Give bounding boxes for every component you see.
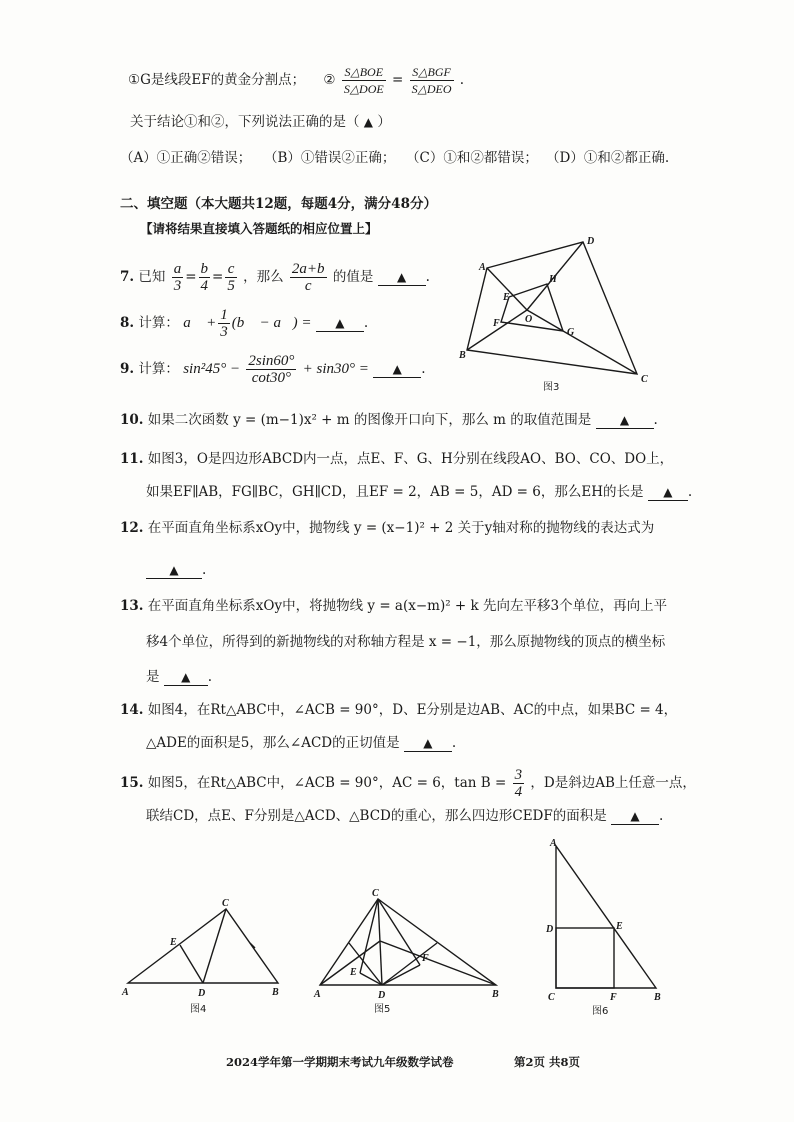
q14-text-1: 如图4，在Rt△ABC中，∠ACB = 90°，D、E分别是边AB、AC的中点，如果BC = 4，: [147, 702, 678, 718]
q8-end: .: [363, 315, 369, 331]
q13-text-1: 在平面直角坐标系xOy中，将抛物线 y = a(x−m)² + k 先向左平移3个单位，再向上平: [147, 598, 668, 614]
q6-question: [130, 112, 391, 132]
fig3-label-g: G: [567, 327, 575, 338]
condition-line: [128, 64, 464, 97]
q8-answer-blank[interactable]: [316, 315, 364, 332]
q7-a: a: [173, 261, 182, 277]
fig4-triangle-abc: [128, 909, 278, 983]
ratio-fraction-2: [410, 64, 454, 97]
answer-triangle-icon: ▲: [663, 485, 673, 499]
ratio-2-numerator: S△BGF: [410, 64, 454, 81]
q13-line-1: [120, 596, 667, 616]
q13-end: .: [207, 669, 213, 685]
fig3-label-o: O: [525, 314, 533, 325]
q8-expr-2: (b⃗ − a⃗) =: [231, 315, 312, 331]
q7-frac-a: [172, 261, 184, 294]
q7-three: 3: [173, 278, 182, 294]
section-title: 二、填空题（本大题共12题，每题4分，满分48分）: [120, 196, 437, 212]
q7-answer-blank[interactable]: [378, 269, 426, 286]
q15-tan-frac: [513, 767, 525, 800]
q7-frac-b: [199, 261, 211, 294]
q13-answer-blank[interactable]: [164, 669, 208, 686]
q7-frac-expr: [290, 261, 327, 294]
fig6-label-a: A: [550, 838, 557, 849]
q7-text-1: 已知: [138, 269, 166, 285]
q7-text-3: 的值是: [332, 269, 374, 285]
answer-triangle-icon: ▲: [619, 413, 630, 427]
q10-answer-blank[interactable]: [596, 412, 654, 429]
q13-number: 13.: [120, 598, 144, 614]
fig3-label-b: B: [459, 350, 466, 361]
fig5-label-a: A: [314, 989, 321, 1000]
fig3-label-h: H: [549, 274, 557, 285]
q14-answer-blank[interactable]: [404, 735, 452, 752]
answer-triangle-icon: ▲: [181, 670, 191, 684]
condition-item-1: ①G是线段EF的黄金分割点；: [128, 72, 306, 88]
ratio-fraction-1: [342, 64, 386, 97]
q11-line-1: [120, 449, 673, 469]
fig4-label-c: C: [222, 898, 229, 909]
fig5-line-fd: [382, 965, 420, 985]
q14-text-2: △ADE的面积是5，那么∠ACD的正切值是: [146, 735, 400, 751]
fig3-label-f: F: [493, 318, 500, 329]
fig3-caption: 图3: [543, 382, 560, 393]
q15-t-den: 4: [514, 784, 523, 800]
fig6-caption: 图6: [592, 1006, 609, 1017]
q9-text-1: 计算：: [138, 361, 179, 377]
q9-number: 9.: [120, 361, 135, 377]
q7-text-2: ，那么: [243, 269, 284, 285]
q12-line-1: [120, 518, 654, 538]
q9: [120, 350, 426, 388]
q7-number: 7.: [120, 269, 135, 285]
ratio-1-numerator: S△BOE: [342, 64, 386, 81]
q15-text-1b: ，D是斜边AB上任意一点，: [530, 775, 696, 791]
fig4-line-ed: [180, 945, 203, 983]
fig3-label-c: C: [641, 374, 648, 385]
q7-four: 4: [200, 278, 208, 294]
q7-b: b: [200, 261, 208, 277]
q8-expr-1: a⃗ +: [183, 315, 217, 331]
fig5-label-d: D: [378, 990, 386, 1001]
figure-5: [310, 885, 510, 1020]
q6-question-text: 关于结论①和②，下列说法正确的是（: [130, 114, 360, 130]
q9-expr-1: sin²45° −: [183, 361, 241, 377]
q15-text-2: 联结CD，点E、F分别是△ACD、△BCD的重心，那么四边形CEDF的面积是: [146, 808, 607, 824]
fig5-median-4: [380, 941, 496, 985]
q14-line-2: [146, 733, 456, 753]
section-note: 【请将结果直接填入答题纸的相应位置上】: [140, 221, 378, 236]
fig3-label-e: E: [503, 292, 510, 303]
q13-line-3: [146, 667, 212, 687]
q12-answer-blank[interactable]: [146, 562, 202, 579]
answer-triangle-icon: ▲: [169, 563, 179, 577]
q15-answer-blank[interactable]: [611, 808, 659, 825]
q7-c: c: [225, 261, 237, 278]
q7-den-expr: c: [304, 278, 312, 294]
q6-question-end: ）: [377, 114, 391, 130]
ratio-2-denominator: S△DEO: [411, 82, 452, 96]
q11-text-2: 如果EF∥AB，FG∥BC，GH∥CD，且EF = 2，AB = 5，AD = 6，那么EH的长是: [146, 484, 644, 500]
q11-text-1: 如图3，O是四边形ABCD内一点，点E、F、G、H分别在线段AO、BO、CO、DO上，: [147, 451, 674, 467]
figure-4: [118, 895, 288, 1020]
q7-frac-c: [225, 261, 237, 294]
fig5-label-e: E: [350, 967, 357, 978]
q12-number: 12.: [120, 520, 144, 536]
q10-end: .: [653, 412, 658, 428]
q9-answer-blank[interactable]: [373, 361, 421, 378]
q9-frac: [246, 353, 296, 386]
fig4-label-e: E: [170, 937, 177, 948]
figure-6: [540, 836, 680, 1021]
q8: [120, 304, 368, 342]
fig5-line-cf: [378, 899, 420, 965]
q13-line-2: 移4个单位，所得到的新抛物线的对称轴方程是 x = −1，那么原抛物线的顶点的横坐标: [146, 634, 666, 650]
q15-end: .: [659, 808, 664, 824]
q9-f-num: 2sin60°: [248, 353, 295, 369]
fig3-label-a: A: [479, 262, 486, 273]
ratio-equals: =: [392, 72, 404, 88]
fig5-line-ce: [360, 899, 378, 973]
q15-number: 15.: [120, 775, 144, 791]
q9-end: .: [421, 361, 426, 377]
fig6-label-b: B: [654, 992, 661, 1003]
ratio-period: .: [459, 72, 465, 88]
q9-f-den: cot30°: [251, 370, 292, 386]
q8-text-1: 计算：: [138, 315, 179, 331]
answer-triangle-icon: ▲: [363, 115, 374, 129]
fig5-label-f: F: [422, 953, 429, 964]
q9-expr-2: + sin30° =: [302, 361, 369, 377]
condition-item-2-marker: ②: [323, 72, 336, 88]
q7-num-expr: 2a+b: [291, 261, 325, 277]
answer-triangle-icon: ▲: [397, 270, 407, 284]
q13-text-3: 是: [146, 669, 160, 685]
q7-eq-2: =: [212, 269, 224, 285]
q15-text-1a: 如图5，在Rt△ABC中，∠ACB = 90°，AC = 6，tan B =: [147, 775, 507, 791]
q12-text-1: 在平面直角坐标系xOy中，抛物线 y = (x−1)² + 2 关于y轴对称的抛物线的表达式为: [147, 520, 655, 536]
q6-option-d[interactable]: （D）①和②都正确.: [546, 150, 670, 166]
answer-triangle-icon: ▲: [423, 736, 433, 750]
q11-number: 11.: [120, 451, 144, 467]
q15-line-2: [146, 806, 663, 826]
q14-number: 14.: [120, 702, 144, 718]
q15-t-num: 3: [514, 767, 523, 783]
fig4-line-cd: [203, 909, 226, 983]
fig3-line-co: [527, 310, 637, 374]
fig4-caption: 图4: [190, 1004, 207, 1015]
fig6-label-c: C: [548, 992, 555, 1003]
fig5-line-ed: [360, 973, 382, 985]
q12-line-2: [146, 560, 206, 580]
fig6-triangle-abc: [556, 846, 656, 988]
fig6-square-cdef: [556, 928, 614, 988]
q10: [120, 410, 658, 430]
fig3-quad-abcd: [467, 242, 637, 374]
footer-title: 2024学年第一学期期末考试九年级数学试卷: [226, 1055, 454, 1069]
q15-line-1: [120, 764, 696, 802]
answer-triangle-icon: ▲: [392, 362, 402, 376]
answer-triangle-icon: ▲: [335, 316, 345, 330]
q6-option-b[interactable]: （B）①错误②正确；: [264, 150, 396, 166]
fig4-label-a: A: [122, 987, 129, 998]
fig5-caption: 图5: [374, 1004, 391, 1015]
q10-number: 10.: [120, 412, 144, 428]
q7-end: .: [425, 269, 430, 285]
fig3-label-d: D: [587, 236, 595, 247]
q11-answer-blank[interactable]: [648, 484, 688, 501]
fig6-label-e: E: [616, 921, 623, 932]
q11-end: .: [687, 484, 693, 500]
q7-eq-1: =: [185, 269, 197, 285]
fig5-label-b: B: [492, 989, 499, 1000]
q6-option-c[interactable]: （C）①和②都错误；: [406, 150, 538, 166]
q7: [120, 258, 430, 296]
q14-end: .: [451, 735, 457, 751]
q7-five: 5: [227, 278, 235, 294]
ratio-1-denominator: S△DOE: [343, 82, 384, 96]
fig4-label-d: D: [198, 988, 206, 999]
q11-line-2: [146, 482, 692, 502]
fig6-label-f: F: [610, 992, 617, 1003]
fig6-label-d: D: [546, 924, 554, 935]
q6-option-a[interactable]: （A）①正确②错误；: [120, 150, 252, 166]
q8-three: 3: [220, 324, 228, 340]
fig5-label-c: C: [372, 888, 379, 899]
q14-line-1: [120, 700, 677, 720]
q8-number: 8.: [120, 315, 135, 331]
figure-3: [455, 234, 655, 394]
q8-one: 1: [220, 307, 228, 323]
fig4-label-b: B: [272, 987, 279, 998]
footer-page: 第2页 共8页: [514, 1055, 581, 1069]
q8-frac: [218, 307, 230, 340]
q10-text: 如果二次函数 y = (m−1)x² + m 的图像开口向下，那么 m 的取值范围是: [147, 412, 592, 428]
q12-end: .: [202, 562, 207, 578]
answer-triangle-icon: ▲: [630, 809, 640, 823]
